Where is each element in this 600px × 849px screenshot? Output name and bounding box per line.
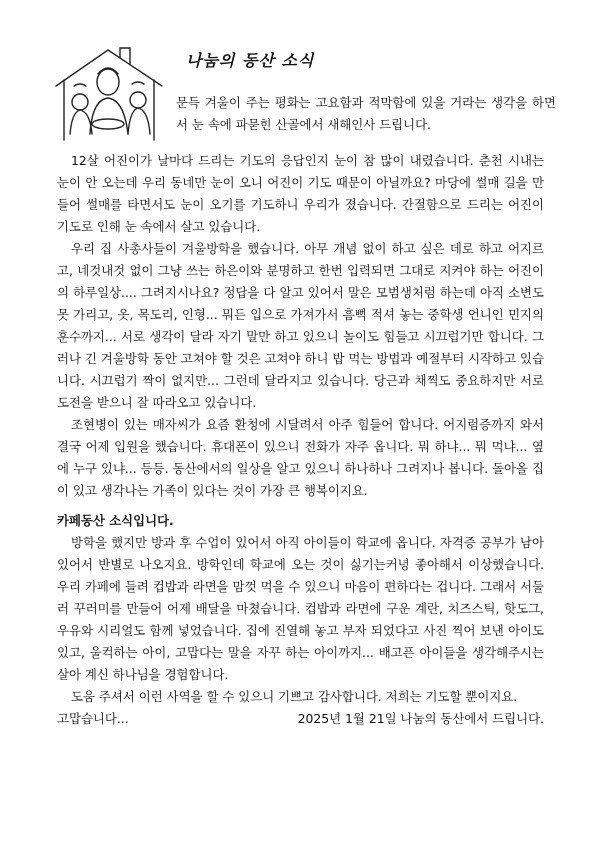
thanks-text: 고맙습니다... — [57, 711, 129, 726]
paragraph-hospital: 조현병이 있는 매자씨가 요즘 환청에 시달려서 아주 힘들어 합니다. 어지럼증까지 와서 결국 어제 입원을 했습니다. 휴대폰이 있으니 전화가 자주 옵니다. 뭐 하냐... 뭐 먹냐... 옆에 누구 있냐... 등등. 동산에서의 일상을 알고 있으니 하나하나 그려지나 봅니다. 돌아올 집이 있고 생각나는 가족이 있다는 것이 가장 큰 행복이지요. — [57, 417, 544, 498]
paragraph-cafe: 방학을 했지만 방과 후 수업이 있어서 아직 아이들이 학교에 옵니다. 자격증 공부가 남아 있어서 반별로 나오지요. 방학인데 학교에 오는 것이 싫기는커녕 좋아해서 이상했습니다. 우리 카페에 들려 컵밥과 라면을 맘껏 먹을 수 있으니 마음이 편하다는 겁니다. 그래서 서둘러 꾸러미를 만들어 어제 배달을 마쳤습니다. 컵밥과 라면에 구운 계란, 치즈스틱, 핫도그, 우유와 시리얼도 함께 넣었습니다. 집에 진열해 놓고 부자 되었다고 사진 찍어 보낸 아이도 있고, 울컥하는 아이, 고맙다는 말을 자꾸 하는 아이까지... 배고픈 아이들을 생각해주시는 살아 계신 하나님을 경험합니다. — [57, 535, 544, 682]
family-house-illustration — [50, 44, 170, 144]
newsletter-title: 나눔의 동산 소식 — [186, 51, 315, 70]
closing-line — [57, 708, 544, 730]
newsletter-body — [57, 150, 544, 730]
signature-date: 2025년 1월 21일 나눔의 동산에서 드립니다. — [297, 711, 544, 726]
cafe-heading: 카페동산 소식입니다. — [57, 513, 174, 528]
paragraph-vacation: 우리 집 사총사들이 겨울방학을 했습니다. 아무 개념 없이 하고 싶은 데로 하고 어지르고, 네것내것 없이 그냥 쓰는 하은이와 분명하고 한번 입력되면 그대로 지켜야 하는 어진이의 하루일상.... 그려지시나요? 정답을 다 알고 있어서 말은 모범생처럼 하는데 아직 소변도 못 가리고, 옷, 목도리, 인형... 뭐든 입으로 가져가서 흠뻑 적셔 놓는 중학생 언니인 민지의 훈수까지... 서로 생각이 달라 자기 말만 하고 있으니 놀이도 힘들고 시끄럽기만 합니다. 그러나 긴 겨울방학 동안 고쳐야 할 것은 고쳐야 하니 밥 먹는 방법과 예절부터 시작하고 있습니다. 시끄럽기 짝이 없지만... 그런데 달라지고 있습니다. 당근과 채찍도 중요하지만 서로 도전을 받으니 잘 따라오고 있습니다. — [57, 241, 544, 410]
paragraph-snow: 12살 어진이가 날마다 드리는 기도의 응답인지 눈이 참 많이 내렸습니다. 춘천 시내는 눈이 안 오는데 우리 동네만 눈이 오니 어진이 기도 때문이 아닐까요? 마당에 썰매 길을 만들어 썰매를 타면서도 눈이 오기를 기도하니 우리가 졌습니다. 간절함으로 드리는 어진이 기도로 인해 눈 속에서 살고 있습니다. — [57, 153, 544, 234]
paragraph-thanks: 도움 주셔서 이런 사역을 할 수 있으니 기쁘고 감사합니다. 저희는 기도할 뿐이지요. — [71, 689, 518, 704]
intro-greeting: 문득 겨울이 주는 평화는 고요함과 적막함에 있을 거라는 생각을 하면서 눈 속에 파묻힌 산골에서 새해인사 드립니다. — [176, 95, 556, 132]
